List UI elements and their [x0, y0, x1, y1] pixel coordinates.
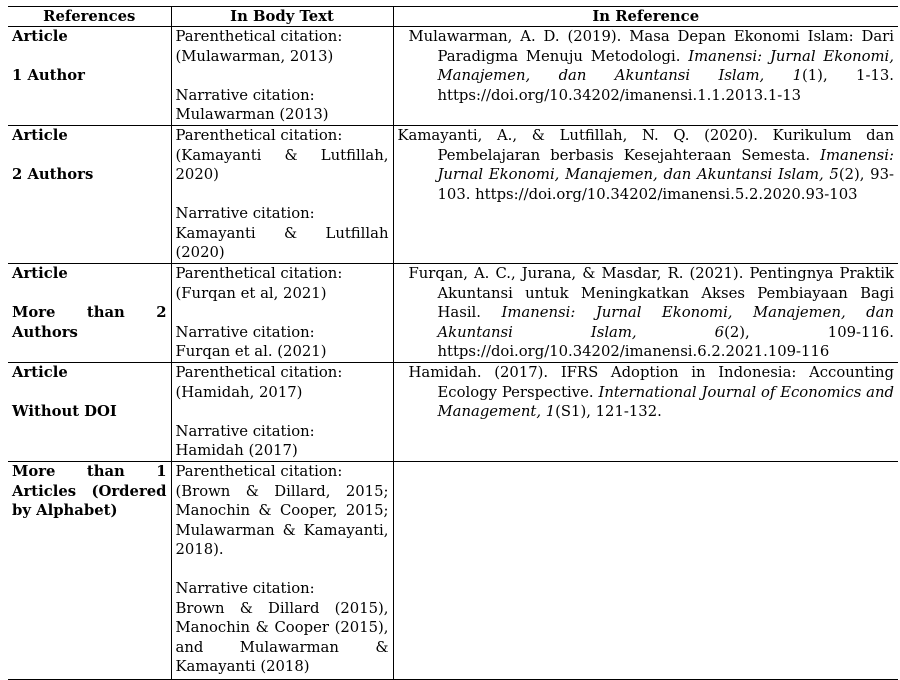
table-row [8, 126, 898, 264]
reference-entry-cell-empty [393, 462, 898, 680]
header-references: References [8, 7, 171, 27]
reference-type-cell [8, 264, 171, 363]
parenthetical-label: Parenthetical citation: [175, 463, 343, 480]
narrative-citation: Furqan et al. (2021) [175, 343, 327, 360]
reference-type: More than 1 Articles (Ordered by Alphabet) [12, 463, 167, 519]
reference-issue-doi: (S1), 121-132. [555, 403, 662, 420]
reference-subtype: 2 Authors [12, 166, 94, 183]
body-text-cell [171, 126, 393, 264]
narrative-citation: Brown & Dillard (2015), Manochin & Cooper (2015), and Mulawarman & Kamayanti (2018) [175, 599, 389, 675]
reference-type-cell [8, 126, 171, 264]
reference-type-cell [8, 27, 171, 126]
body-text-cell [171, 363, 393, 462]
citation-table [8, 6, 898, 680]
reference-subtype: More than 2 Authors [12, 304, 167, 341]
table-row [8, 462, 898, 680]
body-text-cell [171, 264, 393, 363]
parenthetical-citation: (Kamayanti & Lutfillah, 2020) [175, 146, 389, 183]
reference-entry-cell [393, 27, 898, 126]
parenthetical-citation: (Brown & Dillard, 2015; Manochin & Cooper, 2015; Mulawarman & Kamayanti, 2018). [175, 482, 389, 558]
table-row [8, 363, 898, 462]
narrative-citation: Mulawarman (2013) [175, 106, 329, 123]
reference-issue-doi: (1), 1-13. https://doi.org/10.34202/imanensi.1.1.2013.1-13 [437, 67, 894, 104]
body-text-cell [171, 462, 393, 680]
narrative-label: Narrative citation: [175, 205, 315, 222]
narrative-label: Narrative citation: [175, 323, 315, 341]
parenthetical-label: Parenthetical citation: [175, 127, 343, 144]
reference-text: Hamidah. (2017). IFRS Adoption in Indonesia: Accounting Ecology Perspective. [408, 364, 894, 401]
header-row [8, 7, 898, 27]
reference-entry-cell [393, 126, 898, 264]
table-row [8, 27, 898, 126]
parenthetical-label: Parenthetical citation: [175, 364, 343, 381]
reference-text: Mulawarman, A. D. (2019). Masa Depan Ekonomi Islam: Dari Paradigma Menuju Metodologi. [408, 28, 894, 65]
reference-type: Article [12, 265, 68, 282]
parenthetical-citation: (Hamidah, 2017) [175, 383, 303, 401]
reference-text: Kamayanti, A., & Lutfillah, N. Q. (2020). Kurikulum dan Pembelajaran berbasis Kesejahteraan Semesta. [397, 127, 894, 164]
reference-type: Article [12, 364, 68, 381]
reference-type-cell [8, 363, 171, 462]
table-row [8, 264, 898, 363]
reference-issue-doi: (2), 93-103. https://doi.org/10.34202/imanensi.5.2.2020.93-103 [437, 166, 894, 203]
body-text-cell [171, 27, 393, 126]
reference-subtype: Without DOI [12, 403, 117, 420]
reference-type: Article [12, 28, 68, 45]
narrative-label: Narrative citation: [175, 422, 315, 440]
reference-journal: Imanensi: Jurnal Ekonomi, Manajemen, dan Akuntansi Islam, 6 [437, 304, 894, 341]
parenthetical-label: Parenthetical citation: [175, 28, 343, 45]
reference-entry-cell [393, 264, 898, 363]
reference-journal: International Journal of Economics and Management, 1 [437, 383, 894, 420]
reference-journal: Imanensi: Jurnal Ekonomi, Manajemen, dan Akuntansi Islam, 1 [437, 47, 894, 84]
narrative-citation: Hamidah (2017) [175, 442, 298, 459]
reference-issue-doi: (2), 109-116. https://doi.org/10.34202/imanensi.6.2.2021.109-116 [437, 323, 894, 360]
reference-text: Furqan, A. C., Jurana, & Masdar, R. (2021). Pentingnya Praktik Akuntansi untuk Meningkatkan Akses Pembiayaan Bagi Hasil. [408, 265, 894, 321]
reference-entry-cell [393, 363, 898, 462]
reference-subtype: 1 Author [12, 67, 85, 84]
parenthetical-citation: (Furqan et al, 2021) [175, 284, 327, 302]
reference-type: Article [12, 127, 68, 144]
reference-type-cell [8, 462, 171, 680]
narrative-label: Narrative citation: [175, 580, 315, 597]
parenthetical-label: Parenthetical citation: [175, 265, 343, 282]
reference-journal: Imanensi: Jurnal Ekonomi, Manajemen, dan Akuntansi Islam, 5 [437, 146, 894, 183]
header-in-body-text: In Body Text [171, 7, 393, 27]
parenthetical-citation: (Mulawarman, 2013) [175, 47, 334, 65]
header-in-reference: In Reference [393, 7, 898, 27]
narrative-citation: Kamayanti & Lutfillah (2020) [175, 224, 389, 261]
narrative-label: Narrative citation: [175, 86, 315, 104]
